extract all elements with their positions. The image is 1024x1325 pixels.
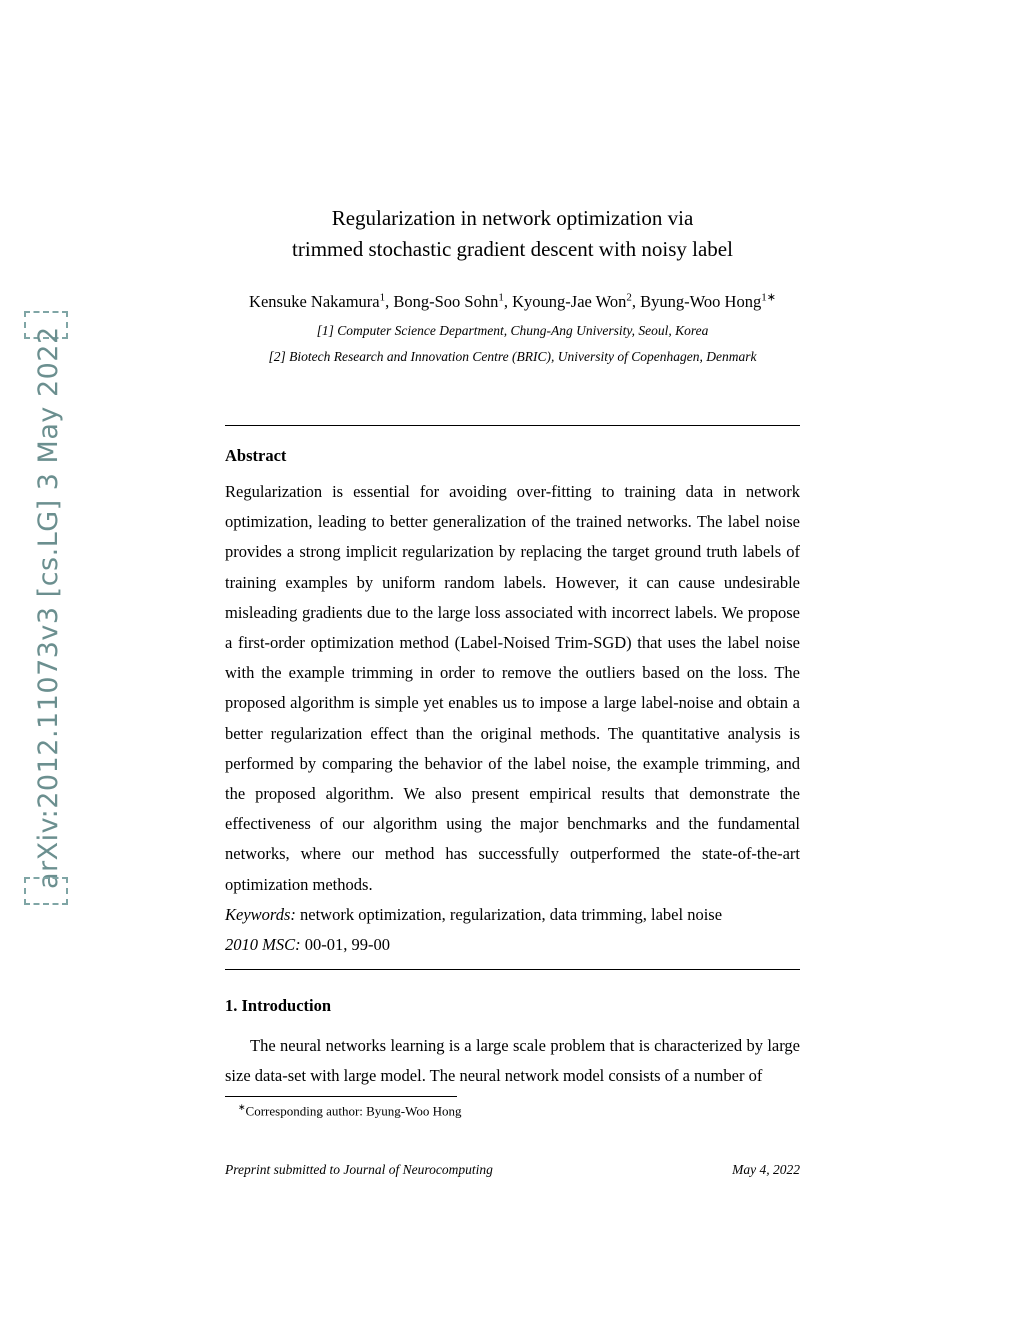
abstract-top-rule	[225, 425, 800, 426]
author-name: Kensuke Nakamura	[249, 292, 380, 311]
footnote-star: ∗	[238, 1102, 246, 1112]
paper-title-line2: trimmed stochastic gradient descent with noisy label	[292, 237, 733, 261]
footer-date: May 4, 2022	[732, 1162, 800, 1177]
footnote-text: Corresponding author: Byung-Woo Hong	[245, 1103, 462, 1119]
msc-label: 2010 MSC:	[225, 935, 301, 955]
paper-title-line1: Regularization in network optimization via	[331, 206, 694, 230]
author-affil-mark: 1∗	[761, 291, 776, 304]
author-name: Kyoung-Jae Won	[512, 292, 627, 311]
keywords-label: Keywords:	[225, 904, 296, 924]
author-name: Bong-Soo Sohn	[393, 292, 499, 311]
page-footer	[225, 1162, 800, 1178]
arxiv-watermark	[28, 312, 68, 904]
footnote-block	[225, 1096, 800, 1119]
affiliation-1: [1] Computer Science Department, Chung-Ang University, Seoul, Korea	[316, 323, 709, 338]
abstract-text: Regularization is essential for avoiding over-fitting to training data in network optimization, leading to better generalization of the trained networks. The label noise provides a strong implicit regularization by replacing the target ground truth labels of training examples by uniform random labels. However, it can cause undesirable misleading gradients due to the large loss associated with incorrect labels. We propose a first-order optimization method (Label-Noised Trim-SGD) that uses the label noise with the example trimming in order to remove the outliers based on the loss. The proposed algorithm is simple yet enables us to impose a large label-noise and obtain a better regularization effect than the original methods. The quantitative analysis is performed by comparing the behavior of the label noise, the example trimming, and the proposed algorithm. We also present empirical results that demonstrate the effectiveness of our algorithm using the major benchmarks and the fundamental networks, where our method has successfully outperformed the state-of-the-art optimization methods.	[225, 482, 800, 894]
section-heading-introduction: 1. Introduction	[225, 996, 332, 1016]
msc-text: 00-01, 99-00	[300, 935, 390, 955]
author-separator: ,	[385, 292, 394, 311]
paper-title	[225, 203, 800, 265]
footer-journal-note: Preprint submitted to Journal of Neurocomputing	[225, 1162, 493, 1177]
authors-line	[225, 291, 800, 313]
keywords-text: network optimization, regularization, data trimming, label noise	[295, 904, 723, 924]
author-name: Byung-Woo Hong	[640, 292, 762, 311]
paper-page	[225, 0, 800, 1092]
author-separator: ,	[631, 292, 641, 311]
abstract-heading: Abstract	[225, 446, 287, 465]
abstract-bottom-rule	[225, 969, 800, 970]
author-affil-mark: 1	[379, 291, 386, 304]
author-separator: ,	[503, 292, 513, 311]
arxiv-watermark-text: arXiv:2012.11073v3 [cs.LG] 3 May 2022	[32, 326, 64, 890]
msc-line	[225, 930, 800, 960]
introduction-paragraph: The neural networks learning is a large scale problem that is characterized by large size data-set with large model. The neural network model consists of a number of	[225, 1036, 800, 1086]
author-affil-mark: 1	[498, 291, 504, 304]
corresponding-author-footnote	[225, 1102, 800, 1119]
affiliation-2: [2] Biotech Research and Innovation Centre (BRIC), University of Copenhagen, Denmark	[268, 349, 757, 364]
watermark-dashed-box-bottom	[24, 877, 68, 905]
footnote-rule	[225, 1096, 457, 1097]
keywords-line	[225, 900, 800, 930]
author-affil-mark: 2	[626, 291, 632, 304]
